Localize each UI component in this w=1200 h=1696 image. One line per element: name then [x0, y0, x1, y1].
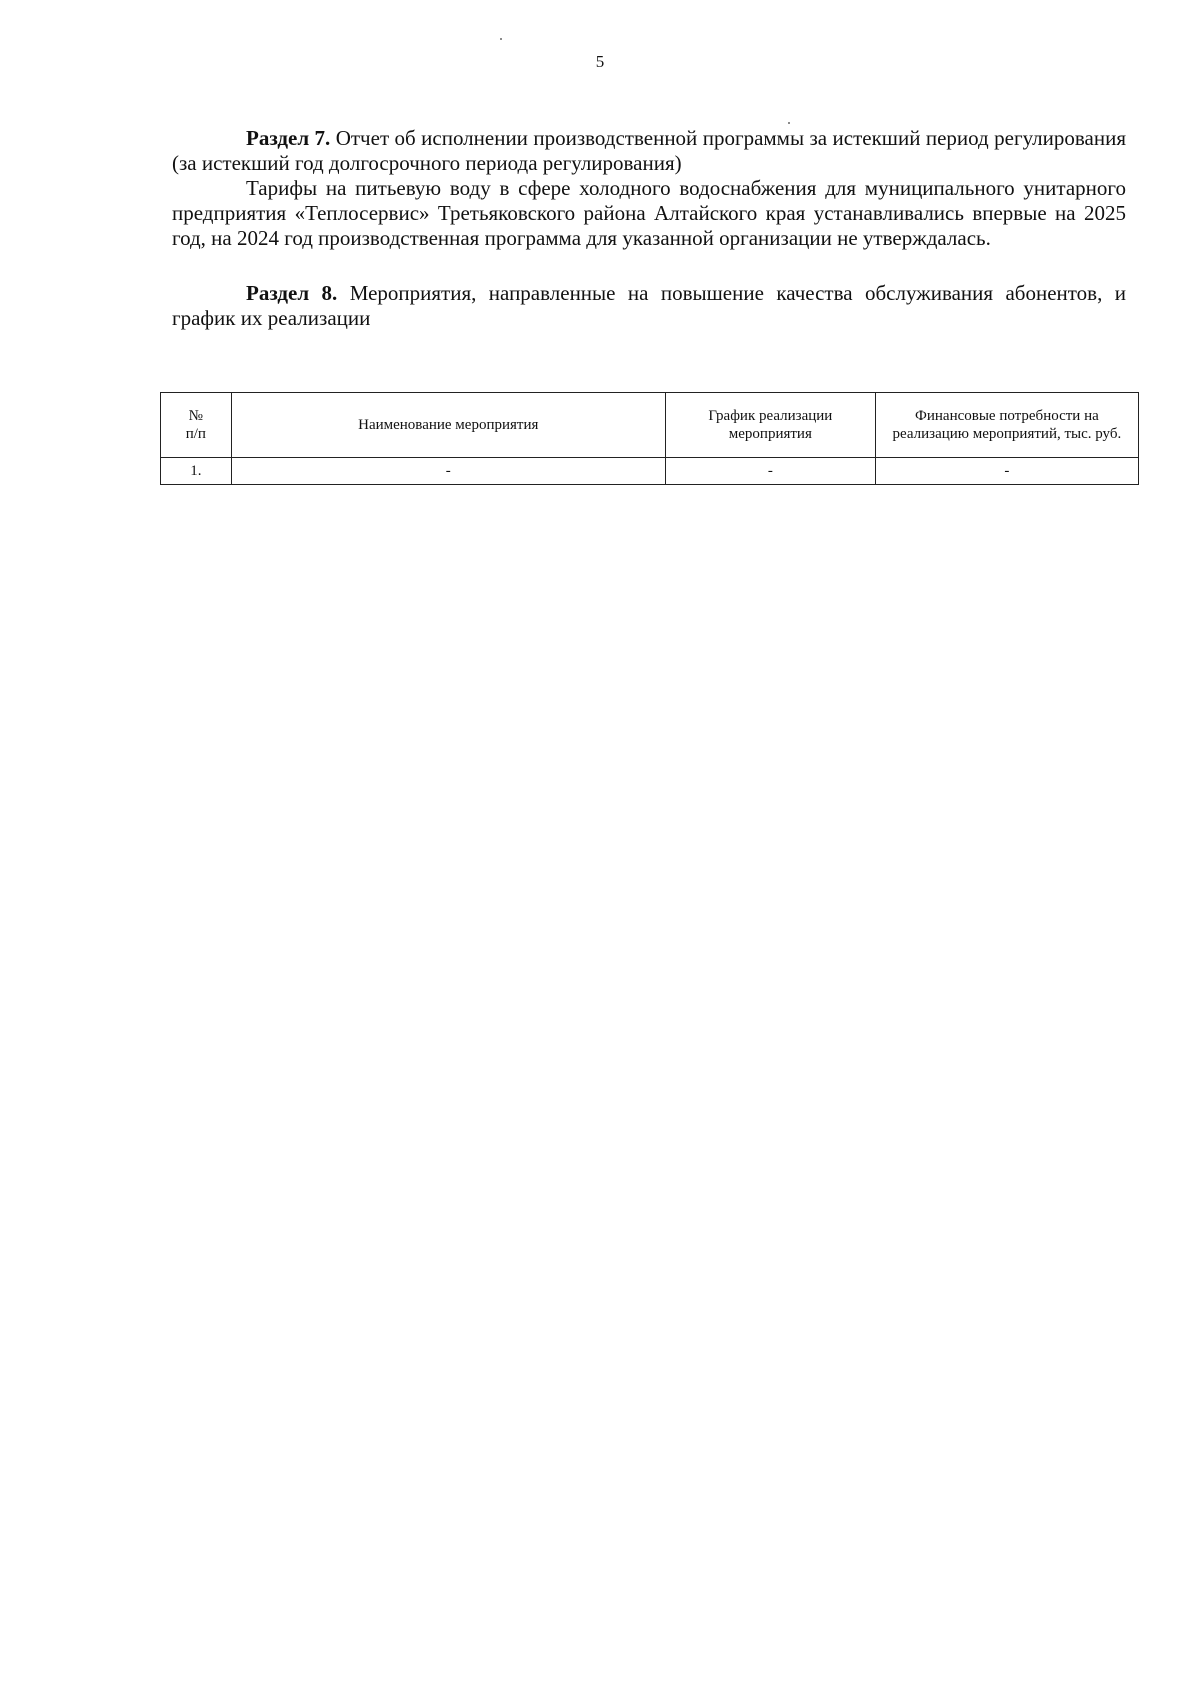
measures-table: [160, 392, 1139, 485]
page-number: 5: [595, 52, 605, 71]
section-7-paragraph: Тарифы на питьевую воду в сфере холодного водоснабжения для муниципального унитарного предприятия «Теплосервис» Третьяковского района Алтайского края устанавливались впервые на 2025 год, на 2024 год производственная программа для указанной организации не утверждалась.: [172, 176, 1126, 250]
document-body: [172, 126, 1126, 331]
table-header-row: [161, 393, 1139, 458]
header-measure-name: Наименование мероприятия: [231, 393, 665, 458]
scan-speck: [500, 38, 502, 40]
cell-financial-needs: -: [875, 458, 1138, 485]
header-schedule: График реализации мероприятия: [665, 393, 875, 458]
section-7-title: Отчет об исполнении производственной программы за истекший период регулирования (за истекший год долгосрочного периода регулирования): [172, 126, 1126, 175]
cell-measure-name: -: [231, 458, 665, 485]
scan-speck: [788, 122, 790, 124]
table-row: [161, 458, 1139, 485]
header-number-abbr: п/п: [185, 426, 206, 442]
section-8-heading: [172, 281, 1126, 331]
spacer: [172, 251, 1126, 281]
cell-schedule: -: [665, 458, 875, 485]
header-financial-needs: Финансовые потребности на реализацию мероприятий, тыс. руб.: [875, 393, 1138, 458]
section-8-title: Мероприятия, направленные на повышение качества обслуживания абонентов, и график их реализации: [172, 281, 1126, 330]
cell-number: 1.: [161, 458, 232, 485]
section-8-label: Раздел 8.: [246, 281, 338, 305]
header-number: [161, 393, 232, 458]
section-7-heading: [172, 126, 1126, 176]
header-number-symbol: №: [188, 408, 203, 424]
section-7-label: Раздел 7.: [246, 126, 331, 150]
